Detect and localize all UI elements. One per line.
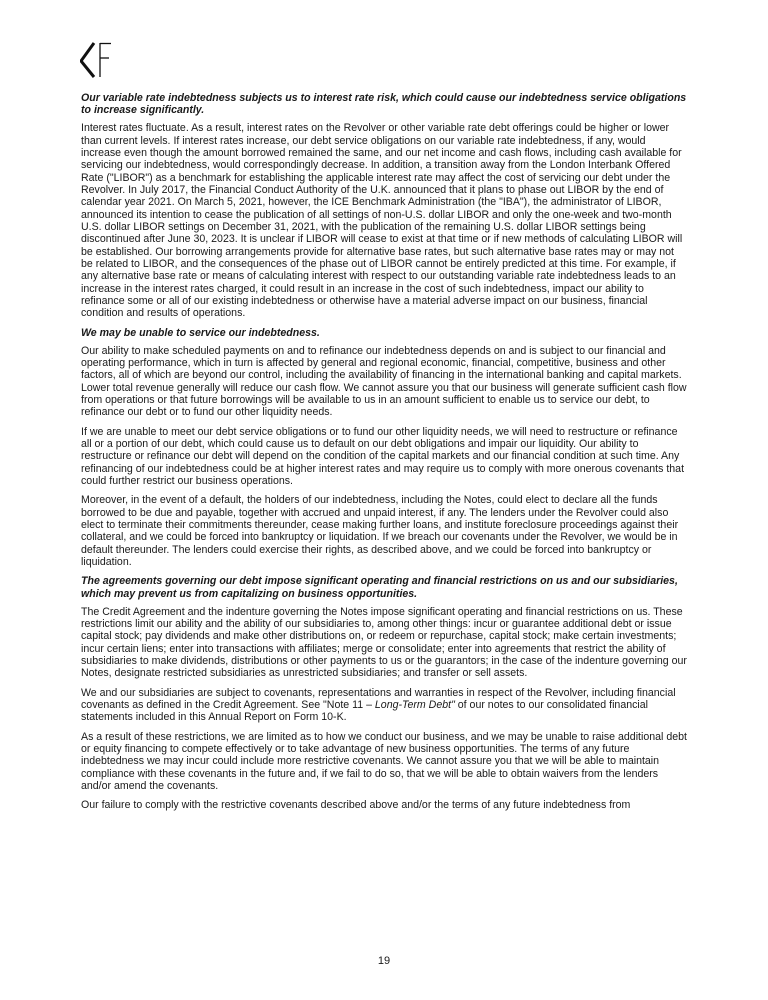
page-number: 19 [377,955,391,967]
paragraph-restructure: If we are unable to meet our debt service obligations or to fund our other liquidity needs, we will need to restructure or refinance all or a portion of our debt, which could cause us to default on our debt obligations and impair our liquidity. Our ability to restructure or refinance our debt will depend on the condition of the capital markets and our financial condition at such time. Any refinancing of our indebtedness could be at higher interest rates and may require us to comply with more onerous covenants that could further restrict our business operations. [81,425,685,487]
covenants-text-before: We and our subsidiaries are subject to covenants, representations and warranties in respect of the Revolver, including financial covenants as defined in the Credit Agreement. See "Note 11 – [81,686,676,711]
paragraph-failure-to-comply: Our failure to comply with the restrictive covenants described above and/or the terms of any future indebtedness from [81,799,631,812]
document-body [81,92,687,812]
covenants-text-after: of our notes to our consolidated financial statements included in this Annual Report on Form 10-K. [81,698,648,724]
paragraph-scheduled-payments: Our ability to make scheduled payments on and to refinance our indebtedness depends on and is subject to our financial and operating performance, which in turn is affected by general and regional economic, financial, competitive, business and other factors, all of which are beyond our control, including the availability of financing in the international banking and capital markets. Lower total revenue generally will reduce our cash flow. We cannot assure you that our business will generate sufficient cash flow from operations or that future borrowings will be available to us in an amount sufficient to enable us to service our debt, to refinance our debt or to fund our other liquidity needs. [81,344,687,419]
paragraph-credit-agreement: The Credit Agreement and the indenture governing the Notes impose significant operating and financial restrictions on us. These restrictions limit our ability and the ability of our subsidiaries to, among other things: incur or guarantee additional debt or issue capital stock; pay dividends and make other distributions on, or redeem or repurchase, capital stock; make certain investments; incur certain liens; enter into transactions with affiliates; merge or consolidate; enter into agreements that restrict the ability of subsidiaries to make dividends, distributions or other payments to us or the guarantors; in the case of the indenture governing our Notes, designate restricted subsidiaries as unrestricted subsidiaries; and transfer or sell assets. [81,605,687,680]
section-heading-agreements-restrictions: The agreements governing our debt impose significant operating and financial restrictions on us and our subsidiaries, which may prevent us from capitalizing on business opportunities. [81,575,678,600]
paragraph-default: Moreover, in the event of a default, the holders of our indebtedness, including the Notes, could elect to declare all the funds borrowed to be due and payable, together with accrued and unpaid interest, if any. The lenders under the Revolver could also elect to terminate their commitments thereunder, cease making further loans, and institute foreclosure proceedings against their collateral, and we could be forced into bankruptcy or liquidation. If we breach our covenants under the Revolver, we would be in default thereunder. The lenders could exercise their rights, as described above, and we could be forced into bankruptcy or liquidation. [81,494,679,569]
paragraph-covenants [81,687,687,724]
section-heading-service-indebtedness: We may be unable to service our indebtedness. [81,326,320,339]
paragraph-restrictions-result: As a result of these restrictions, we are limited as to how we conduct our business, and we may be unable to raise additional debt or equity financing to compete effectively or to take advantage of new business opportunities. The terms of any future indebtedness we may incur could include more restrictive covenants. We cannot assure you that we will be able to maintain compliance with these covenants in the future and, if we fail to do so, that we will be able to obtain waivers from the lenders and/or amend the covenants. [81,730,687,793]
section-heading-variable-rate: Our variable rate indebtedness subjects us to interest rate risk, which could cause our indebtedness service obligations to increase significantly. [81,92,687,117]
paragraph-interest-rates: Interest rates fluctuate. As a result, interest rates on the Revolver or other variable rate debt offerings could be higher or lower than current levels. If interest rates increase, our debt service obligations on our variable rate indebtedness, if any, would increase even though the amount borrowed remained the same, and our net income and cash flows, including cash available for servicing our indebtedness, would correspondingly decrease. In addition, a transition away from the London Interbank Offered Rate ("LIBOR") as a benchmark for establishing the applicable interest rate may affect the cost of servicing our debt under the Revolver. In July 2017, the Financial Conduct Authority of the U.K. announced that it plans to phase out LIBOR by the end of calendar year 2021. On March 5, 2021, however, the ICE Benchmark Administration (the "IBA"), the administrator of LIBOR, announced its intention to cease the publication of all settings of non-U.S. dollar LIBOR and only the one-week and two-month U.S. dollar LIBOR settings on December 31, 2021, with the publication of the remaining U.S. dollar LIBOR settings being discontinued after June 30, 2023. It is unclear if LIBOR will cease to exist at that time or if new methods of calculating LIBOR will be established. Our borrowing arrangements provide for alternative base rates, but such alternative base rates may or may not be related to LIBOR, and the consequences of the phase out of LIBOR cannot be entirely predicted at this time. For example, if any alternative base rate or means of calculating interest with respect to our outstanding variable rate indebtedness leads to an increase in the interest rates charged, it could result in an increase in the cost of such indebtedness, impact our ability to refinance some or all of our existing indebtedness or otherwise have a material adverse impact on our business, financial condition and results of operations. [81,122,683,320]
kf-logo-icon [80,42,126,78]
note-reference-long-term-debt: Long-Term Debt" [374,698,455,711]
